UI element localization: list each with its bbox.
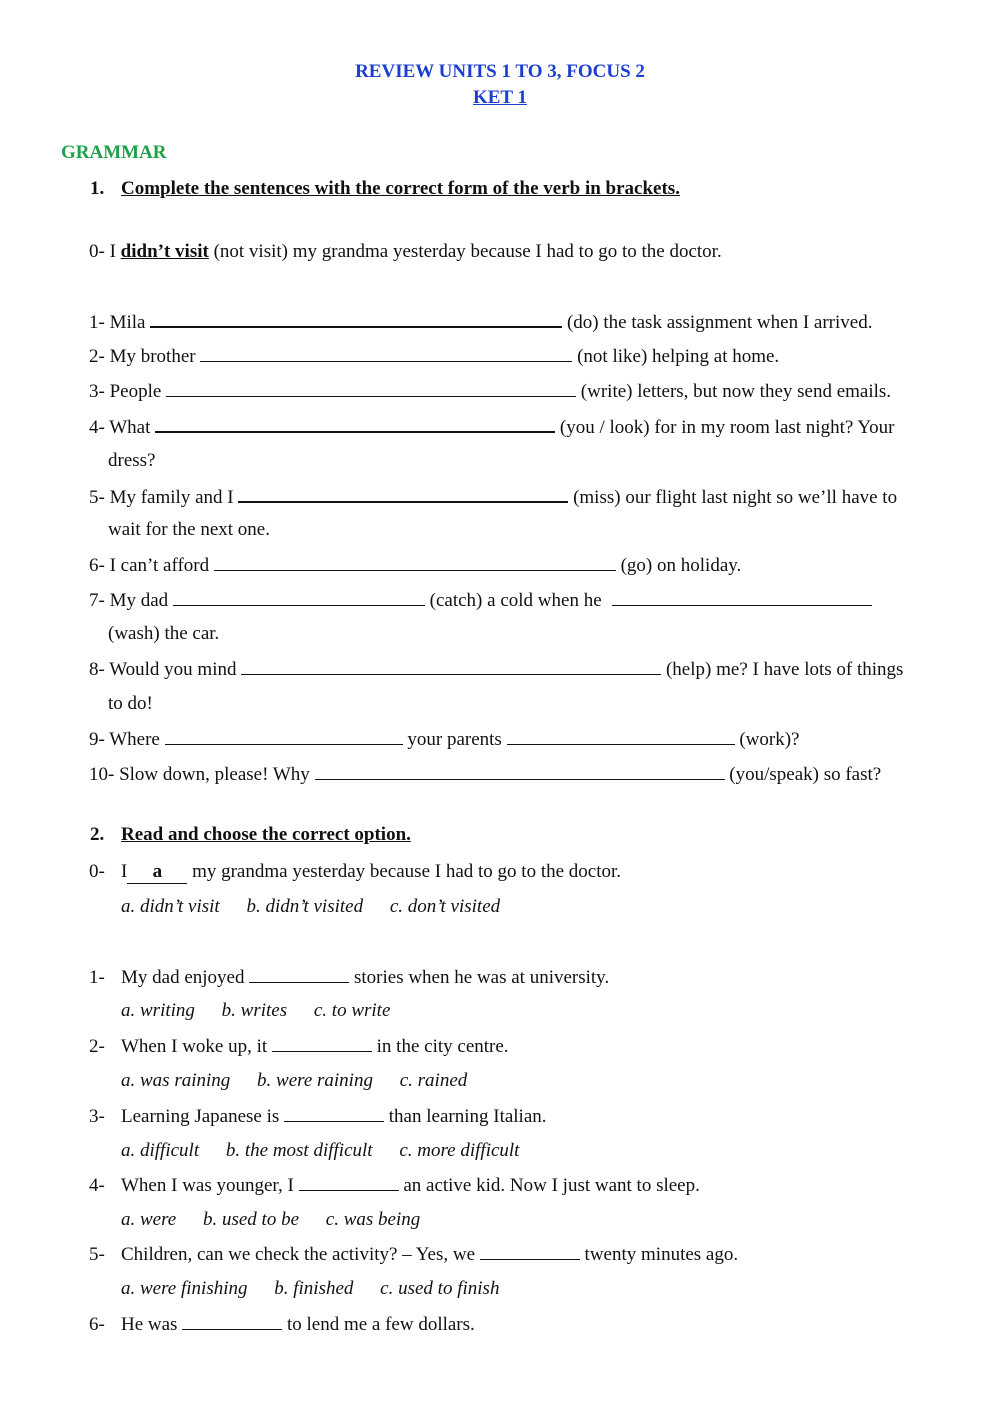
task2-example xyxy=(89,861,621,884)
option-b[interactable]: b. were raining xyxy=(257,1070,373,1091)
task2-question-2-options xyxy=(121,1070,489,1092)
answer-blank[interactable] xyxy=(214,554,616,571)
item-text: (you/speak) so fast? xyxy=(729,764,882,785)
option-c[interactable]: c. to write xyxy=(313,1000,391,1021)
task1-instruction: Complete the sentences with the correct form of the verb in brackets. xyxy=(121,178,680,199)
option-a[interactable]: a. was raining xyxy=(121,1070,231,1091)
option-c[interactable]: c. was being xyxy=(325,1209,421,1230)
option-c[interactable]: c. don’t visited xyxy=(389,896,501,917)
answer-blank[interactable] xyxy=(165,728,403,745)
option-a[interactable]: a. were finishing xyxy=(121,1278,248,1299)
task2-question-1-options xyxy=(121,1000,412,1022)
task1-item-2 xyxy=(89,345,779,368)
question-number: 5- xyxy=(89,1244,105,1265)
task1-item-7 xyxy=(89,589,872,612)
option-a[interactable]: a. were xyxy=(121,1209,177,1230)
question-text: Children, can we check the activity? – Yes, we xyxy=(121,1244,476,1265)
answer-blank[interactable] xyxy=(166,380,576,397)
task2-question-3 xyxy=(89,1105,547,1128)
question-text: He was xyxy=(121,1314,178,1335)
example-answer: didn’t visit xyxy=(120,241,209,262)
item-text: 2- My brother xyxy=(89,346,196,367)
item-text: 1- Mila xyxy=(89,312,146,333)
answer-gap[interactable] xyxy=(182,1313,282,1330)
item-text: 3- People xyxy=(89,381,162,402)
task1-item-7-cont: (wash) the car. xyxy=(108,623,220,644)
answer-gap[interactable] xyxy=(272,1035,372,1052)
item-text: (do) the task assignment when I arrived. xyxy=(566,312,873,333)
section-heading-grammar: GRAMMAR xyxy=(61,142,167,163)
answer-blank[interactable] xyxy=(173,589,425,606)
task1-item-5-cont: wait for the next one. xyxy=(108,519,270,540)
answer-blank[interactable] xyxy=(507,728,735,745)
task1-example xyxy=(89,241,722,263)
task2-number: 2. xyxy=(90,824,105,845)
option-b[interactable]: b. used to be xyxy=(202,1209,300,1230)
question-number: 0- xyxy=(89,861,105,882)
answer-blank[interactable] xyxy=(150,310,562,328)
question-text: my grandma yesterday because I had to go to the doctor. xyxy=(192,861,622,882)
option-c[interactable]: c. more difficult xyxy=(399,1140,520,1161)
option-b[interactable]: b. didn’t visited xyxy=(246,896,364,917)
task2-question-5-options xyxy=(121,1278,521,1300)
question-text: My dad enjoyed xyxy=(121,967,245,988)
option-a[interactable]: a. writing xyxy=(121,1000,195,1021)
task2-question-4-options xyxy=(121,1209,442,1231)
item-text: (catch) a cold when he xyxy=(429,590,602,611)
item-text: 10- Slow down, please! Why xyxy=(89,764,310,785)
item-text: 9- Where xyxy=(89,729,160,750)
item-text: (write) letters, but now they send emails. xyxy=(580,381,892,402)
question-number: 2- xyxy=(89,1036,105,1057)
task2-question-4 xyxy=(89,1174,700,1197)
question-text: When I woke up, it xyxy=(121,1036,268,1057)
question-text: Learning Japanese is xyxy=(121,1106,280,1127)
answer-gap[interactable] xyxy=(284,1105,384,1122)
item-text: (you / look) for in my room last night? Your xyxy=(559,417,895,438)
option-a[interactable]: a. difficult xyxy=(121,1140,200,1161)
item-text: your parents xyxy=(407,729,502,750)
answer-gap[interactable] xyxy=(480,1243,580,1260)
question-text: in the city centre. xyxy=(376,1036,509,1057)
answer-blank[interactable] xyxy=(315,763,725,780)
worksheet-subtitle: KET 1 xyxy=(472,87,528,108)
task1-number: 1. xyxy=(90,178,105,199)
option-b[interactable]: b. writes xyxy=(221,1000,288,1021)
task1-item-8 xyxy=(89,658,903,681)
task1-heading xyxy=(90,178,680,200)
question-text: an active kid. Now I just want to sleep. xyxy=(403,1175,700,1196)
item-text: (work)? xyxy=(739,729,800,750)
item-text: 7- My dad xyxy=(89,590,169,611)
example-rest: (not visit) my grandma yesterday because I had to go to the doctor. xyxy=(213,241,722,262)
question-text: When I was younger, I xyxy=(121,1175,294,1196)
answer-gap[interactable] xyxy=(299,1174,399,1191)
option-a[interactable]: a. didn’t visit xyxy=(121,896,220,917)
question-text: stories when he was at university. xyxy=(353,967,610,988)
task2-instruction: Read and choose the correct option. xyxy=(121,824,411,845)
answer-gap[interactable] xyxy=(249,966,349,983)
task1-item-5 xyxy=(89,485,897,509)
question-number: 6- xyxy=(89,1314,105,1335)
option-c[interactable]: c. used to finish xyxy=(380,1278,500,1299)
question-number: 3- xyxy=(89,1106,105,1127)
task2-heading xyxy=(90,824,411,846)
question-text: than learning Italian. xyxy=(388,1106,547,1127)
option-b[interactable]: b. the most difficult xyxy=(225,1140,373,1161)
item-text: (go) on holiday. xyxy=(620,555,742,576)
item-text: (not like) helping at home. xyxy=(577,346,780,367)
task1-item-4-cont: dress? xyxy=(108,450,156,471)
task1-item-4 xyxy=(89,415,895,439)
option-c[interactable]: c. rained xyxy=(399,1070,468,1091)
answer-blank[interactable] xyxy=(155,415,555,433)
task1-item-10 xyxy=(89,763,881,786)
task1-item-1 xyxy=(89,310,872,334)
item-text: 8- Would you mind xyxy=(89,659,237,680)
item-text: (miss) our flight last night so we’ll have to xyxy=(573,487,898,508)
worksheet-title: REVIEW UNITS 1 TO 3, FOCUS 2 xyxy=(355,61,645,82)
example-prefix: 0- I xyxy=(89,241,116,262)
answer-blank[interactable] xyxy=(241,658,661,675)
question-text: twenty minutes ago. xyxy=(584,1244,739,1265)
question-text: I xyxy=(121,861,128,882)
task1-item-8-cont: to do! xyxy=(108,693,153,714)
question-number: 1- xyxy=(89,967,105,988)
example-answer: a xyxy=(127,861,187,884)
answer-blank[interactable] xyxy=(238,485,568,503)
item-text: 4- What xyxy=(89,417,151,438)
question-text: to lend me a few dollars. xyxy=(286,1314,475,1335)
task1-item-9 xyxy=(89,728,799,751)
item-text: 6- I can’t afford xyxy=(89,555,210,576)
question-number: 4- xyxy=(89,1175,105,1196)
task2-question-1 xyxy=(89,966,609,989)
task1-item-6 xyxy=(89,554,741,577)
item-text: (help) me? I have lots of things xyxy=(665,659,904,680)
option-b[interactable]: b. finished xyxy=(274,1278,354,1299)
answer-blank[interactable] xyxy=(200,345,572,362)
task2-question-5 xyxy=(89,1243,738,1266)
task2-question-2 xyxy=(89,1035,509,1058)
answer-blank[interactable] xyxy=(612,589,872,606)
task1-item-3 xyxy=(89,380,891,403)
task2-example-options xyxy=(121,896,522,918)
item-text: 5- My family and I xyxy=(89,487,234,508)
task2-question-6 xyxy=(89,1313,475,1336)
task2-question-3-options xyxy=(121,1140,541,1162)
